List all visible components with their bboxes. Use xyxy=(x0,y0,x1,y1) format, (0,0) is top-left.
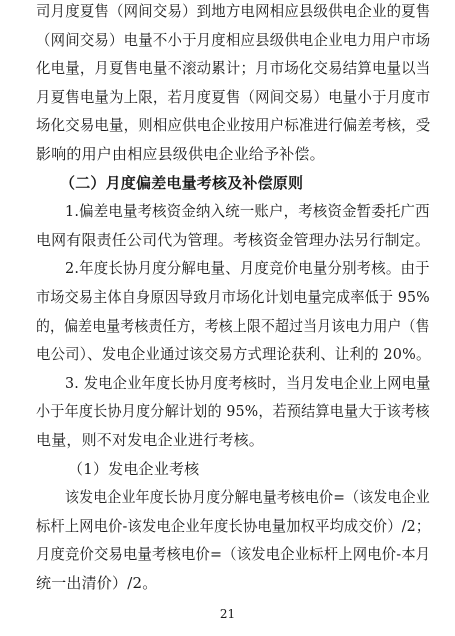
paragraph-line: 月度竞价交易电量考核电价=（该发电企业标杆上网电价-本月 xyxy=(36,545,431,564)
paragraph-line: 电量，则不对发电企业进行考核。 xyxy=(36,431,265,449)
paragraph-line: （网间交易）电量不小于月度相应县级供电企业电力用户市场 xyxy=(36,30,431,49)
subsection-heading: （1）发电企业考核 xyxy=(68,459,200,478)
paragraph-line: 2.年度长协月度分解电量、月度竞价电量分别考核。由于 xyxy=(65,259,430,278)
paragraph-line: 场化交易电量，则相应供电企业按用户标准进行偏差考核，受 xyxy=(36,116,431,135)
paragraph-line: 电网有限责任公司代为管理。考核资金管理办法另行制定。 xyxy=(36,230,431,249)
paragraph-line: 1.偏差电量考核资金纳入统一账户，考核资金暂委托广西 xyxy=(65,202,430,221)
paragraph-line: 小于年度长协月度分解计划的 95%，若预结算电量大于该考核 xyxy=(36,402,430,421)
paragraph-line: 市场交易主体自身原因导致月市场化计划电量完成率低于 95% xyxy=(36,288,430,306)
paragraph-line: 的，偏差电量考核责任方，考核上限不超过当月该电力用户（售 xyxy=(36,316,430,335)
paragraph-line: 电公司）、发电企业通过该交易方式理论获利、让利的 20%。 xyxy=(36,345,431,364)
paragraph-line: 化电量，月夏售电量不滚动累计；月市场化交易结算电量以当 xyxy=(36,59,431,78)
paragraph-line: 司月度夏售（网间交易）到地方电网相应县级供电企业的夏售 xyxy=(36,2,431,20)
paragraph-line: 标杆上网电价-该发电企业年度长协电量加权平均成交价）/2； xyxy=(36,516,431,535)
section-heading: （二）月度偏差电量考核及补偿原则 xyxy=(60,173,304,192)
page-number: 21 xyxy=(219,606,236,621)
paragraph-line: 统一出清价）/2。 xyxy=(36,574,158,592)
paragraph-line: 3. 发电企业年度长协月度考核时，当月发电企业上网电量 xyxy=(65,373,431,392)
paragraph-line: 月夏售电量为上限，若月度夏售（网间交易）电量小于月度市 xyxy=(36,87,431,106)
paragraph-line: 该发电企业年度长协月度分解电量考核电价=（该发电企业 xyxy=(65,488,430,507)
paragraph-line: 影响的用户由相应县级供电企业给予补偿。 xyxy=(36,145,325,163)
